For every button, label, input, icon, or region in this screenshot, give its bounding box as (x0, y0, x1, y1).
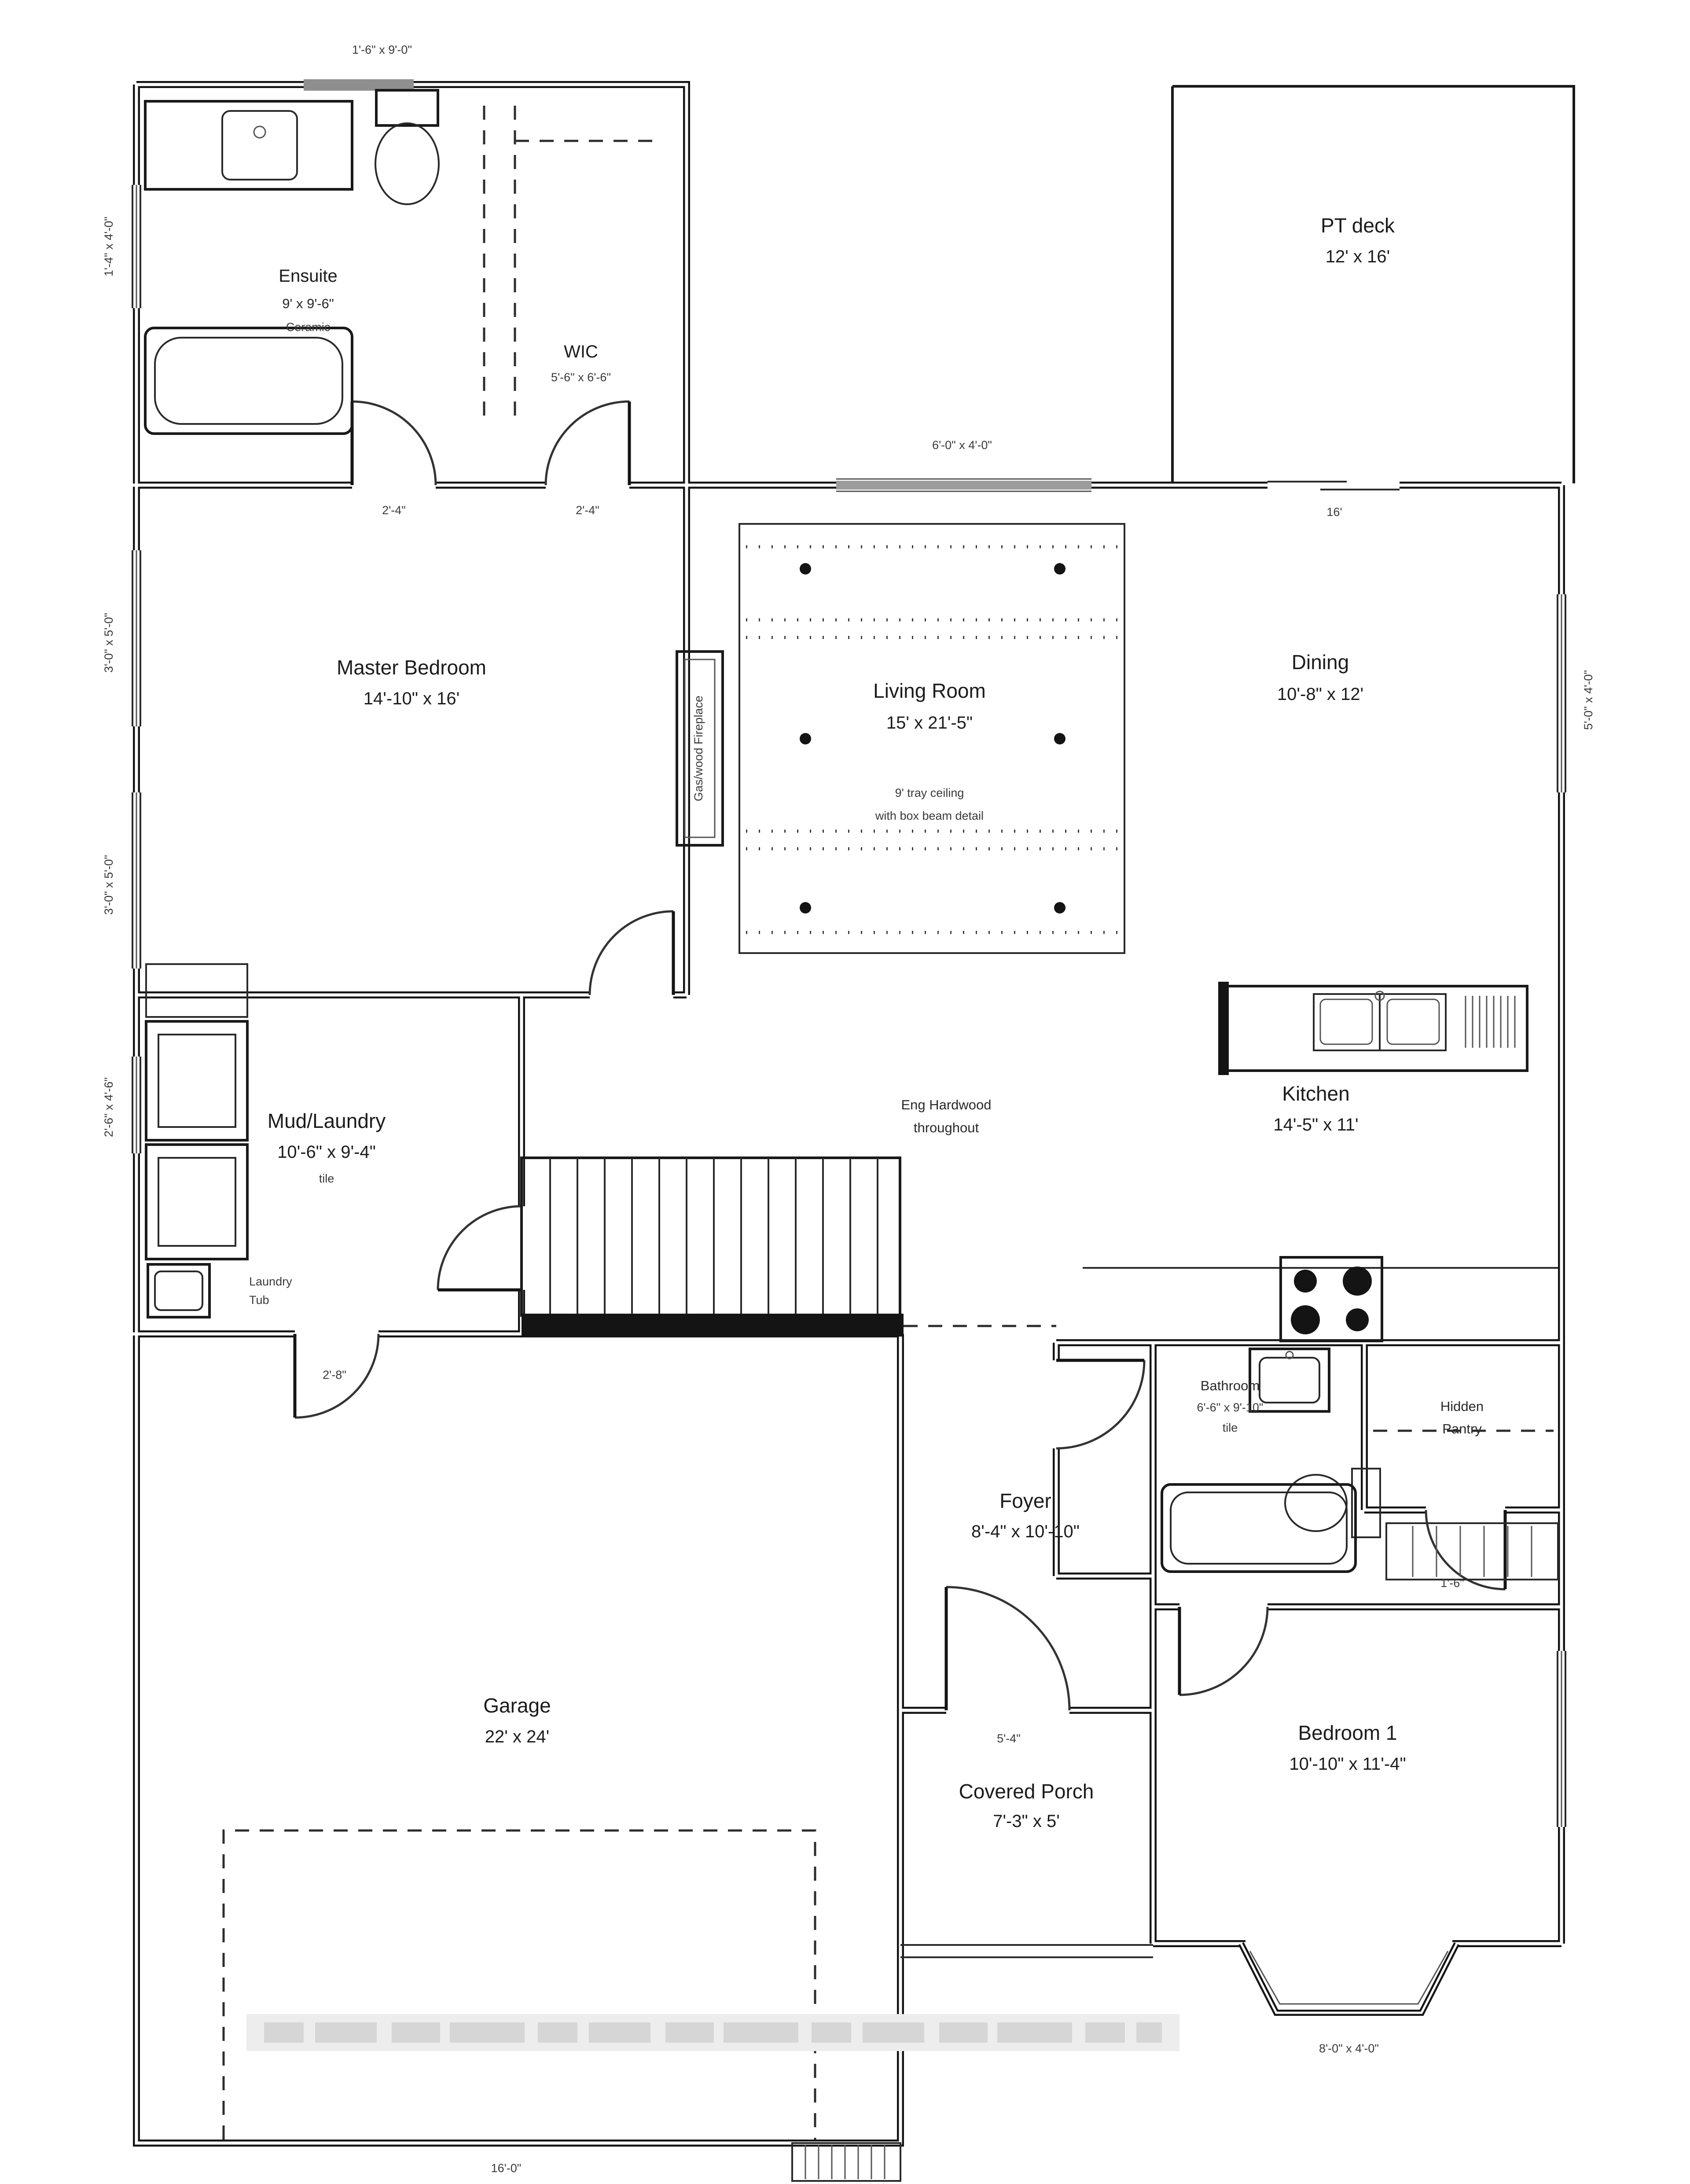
pantry-label-1: Hidden (1440, 1399, 1484, 1414)
dim-garage-door: 2'-8" (323, 1368, 346, 1381)
living-note-2: with box beam detail (875, 809, 984, 822)
laundry-tub-label-2: Tub (249, 1293, 269, 1307)
room-label-mud: Mud/Laundry (267, 1109, 386, 1132)
stove (1281, 1257, 1382, 1341)
bay-window (1241, 1937, 1457, 2013)
ensuite-bathtub (145, 328, 352, 434)
dim-left-window-1: 3'-0" x 5'-0" (102, 612, 115, 673)
laundry-tub-label-1: Laundry (249, 1275, 292, 1288)
dim-front-door: 5'-4" (997, 1732, 1021, 1745)
garage-stoop (792, 2143, 900, 2181)
stairs (522, 1158, 1056, 1337)
garage-ceiling-dashed (224, 1830, 815, 2140)
living-ceiling-box (739, 524, 1124, 953)
room-dims-ensuite: 9' x 9'-6" (282, 296, 334, 311)
room-label-foyer: Foyer (999, 1489, 1051, 1512)
fireplace-label: Gas/wood Fireplace (692, 695, 705, 802)
dim-bay-window: 8'-0" x 4'-0" (1319, 2042, 1379, 2055)
room-label-bedroom1: Bedroom 1 (1298, 1721, 1397, 1744)
room-note-ensuite: Ceramic (286, 320, 331, 334)
room-dims-bathroom: 6'-6" x 9'-10" (1197, 1401, 1264, 1414)
window-bedroom1-right (1553, 1651, 1570, 1827)
room-label-bathroom: Bathroom (1200, 1378, 1260, 1393)
ensuite-vanity (145, 101, 352, 189)
room-label-dining: Dining (1291, 651, 1349, 674)
room-dims-mud: 10'-6" x 9'-4" (277, 1142, 376, 1162)
dim-top-window: 1'-6" x 9'-0" (352, 43, 412, 56)
stair-base-wall (522, 1314, 904, 1337)
dim-wic-door: 2'-4" (576, 504, 599, 517)
dim-living-window: 6'-0" x 4'-0" (932, 438, 992, 452)
dim-left-window-2: 3'-0" x 5'-0" (102, 854, 115, 915)
dim-left-window-0: 1'-4" x 4'-0" (102, 216, 115, 277)
porch-steps (900, 1945, 1153, 1957)
window-mud-left (129, 1057, 144, 1153)
room-label-living: Living Room (873, 679, 986, 702)
room-label-pt-deck: PT deck (1321, 214, 1395, 237)
room-dims-pt-deck: 12' x 16' (1325, 247, 1390, 266)
room-dims-living: 15' x 21'-5" (886, 713, 973, 733)
pt-deck-outline (1172, 86, 1574, 483)
room-label-wic: WIC (564, 342, 598, 361)
dim-garage-opening: 16'-0" (491, 2162, 522, 2175)
linen-counter (1386, 1523, 1558, 1580)
room-label-porch: Covered Porch (959, 1780, 1094, 1803)
flooring-note-1: Eng Hardwood (901, 1097, 992, 1112)
dim-deck-door: 16' (1326, 505, 1342, 519)
window-master-left-1 (129, 550, 144, 726)
watermark (246, 2014, 1179, 2051)
room-dims-bedroom1: 10'-10" x 11'-4" (1289, 1754, 1406, 1774)
windows (129, 185, 1570, 1827)
room-note-mud: tile (319, 1172, 334, 1185)
window-dining-right (1553, 594, 1570, 792)
laundry-appliances (146, 964, 247, 1259)
room-label-ensuite: Ensuite (279, 266, 338, 286)
pantry-label-2: Pantry (1442, 1421, 1482, 1436)
room-dims-garage: 22' x 24' (485, 1727, 550, 1746)
living-note-1: 9' tray ceiling (895, 786, 964, 799)
room-dims-master: 14'-10" x 16' (363, 689, 460, 708)
room-label-master: Master Bedroom (336, 656, 487, 679)
living-window-band (836, 481, 1091, 490)
flooring-note-2: throughout (913, 1120, 979, 1135)
dim-ensuite-door: 2'-4" (382, 504, 406, 517)
dim-pantry-door: 1'-6" (1440, 1576, 1464, 1590)
room-label-garage: Garage (483, 1694, 551, 1717)
dim-left-window-3: 2'-6" x 4'-6" (102, 1077, 115, 1138)
room-dims-dining: 10'-8" x 12' (1277, 685, 1364, 704)
laundry-tub (148, 1264, 209, 1317)
room-dims-foyer: 8'-4" x 10'-10" (971, 1522, 1080, 1541)
window-ensuite-left (129, 185, 144, 308)
ensuite-toilet (375, 90, 439, 204)
room-note-bathroom: tile (1222, 1421, 1238, 1434)
room-dims-kitchen: 14'-5" x 11' (1273, 1115, 1359, 1134)
window-master-left-2 (129, 792, 144, 969)
dim-right-window: 5'-0" x 4'-0" (1582, 670, 1595, 730)
room-dims-porch: 7'-3" x 5' (993, 1812, 1060, 1831)
room-dims-wic: 5'-6" x 6'-6" (551, 371, 611, 384)
kitchen-island (1218, 982, 1527, 1075)
room-label-kitchen: Kitchen (1282, 1082, 1350, 1105)
bathroom-tub (1162, 1484, 1356, 1572)
